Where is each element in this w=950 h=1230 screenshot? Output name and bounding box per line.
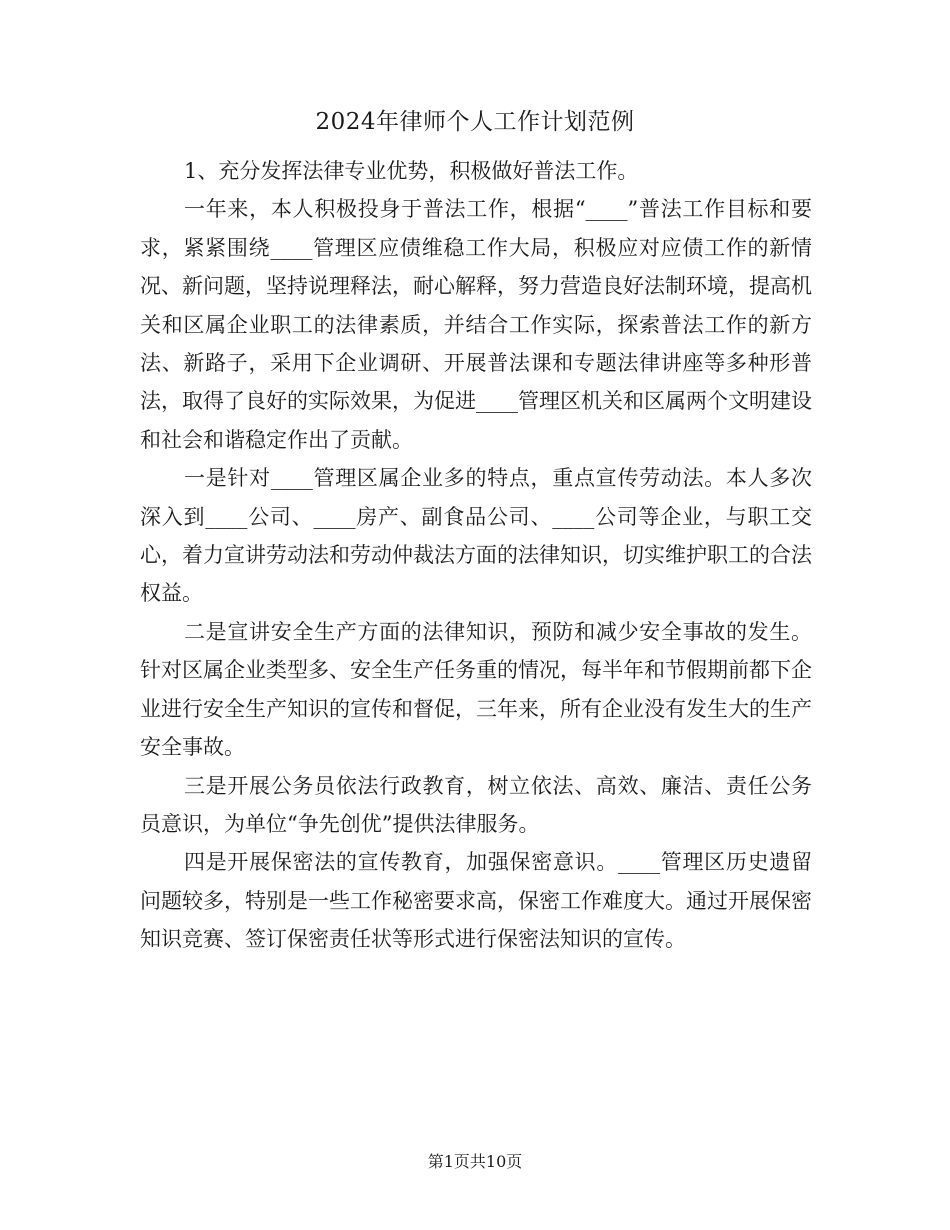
paragraph: 一是针对____管理区属企业多的特点，重点宣传劳动法。本人多次深入到____公司、____房产、副食品公司、____公司等企业，与职工交心，着力宣讲劳动法和劳动仲裁法方面的法律知识，切实维护职工的合法权益。	[140, 466, 812, 606]
page-number-footer: 第1页共10页	[427, 1152, 523, 1171]
document-body	[140, 152, 812, 959]
paragraph: 一年来，本人积极投身于普法工作，根据“____”普法工作目标和要求，紧紧围绕____管理区应债维稳工作大局，积极应对应债工作的新情况、新问题，坚持说理释法，耐心解释，努力营造良好法制环境，提高机关和区属企业职工的法律素质，并结合工作实际，探索普法工作的新方法、新路子，采用下企业调研、开展普法课和专题法律讲座等多种形普法，取得了良好的实际效果，为促进____管理区机关和区属两个文明建设和社会和谐稳定作出了贡献。	[140, 197, 812, 452]
paragraph: 1、充分发挥法律专业优势，积极做好普法工作。	[184, 159, 639, 183]
document-title: 2024年律师个人工作计划范例	[315, 109, 635, 135]
paragraph: 二是宣讲安全生产方面的法律知识，预防和减少安全事故的发生。针对区属企业类型多、安全生产任务重的情况，每半年和节假期前都下企业进行安全生产知识的宣传和督促，三年来，所有企业没有发生大的生产安全事故。	[140, 619, 812, 760]
paragraph: 三是开展公务员依法行政教育，树立依法、高效、廉洁、责任公务员意识，为单位“争先创优”提供法律服务。	[140, 773, 812, 836]
paragraph: 四是开展保密法的宣传教育，加强保密意识。____管理区历史遗留问题较多，特别是一些工作秘密要求高，保密工作难度大。通过开展保密知识竞赛、签订保密责任状等形式进行保密法知识的宣传。	[140, 850, 812, 952]
